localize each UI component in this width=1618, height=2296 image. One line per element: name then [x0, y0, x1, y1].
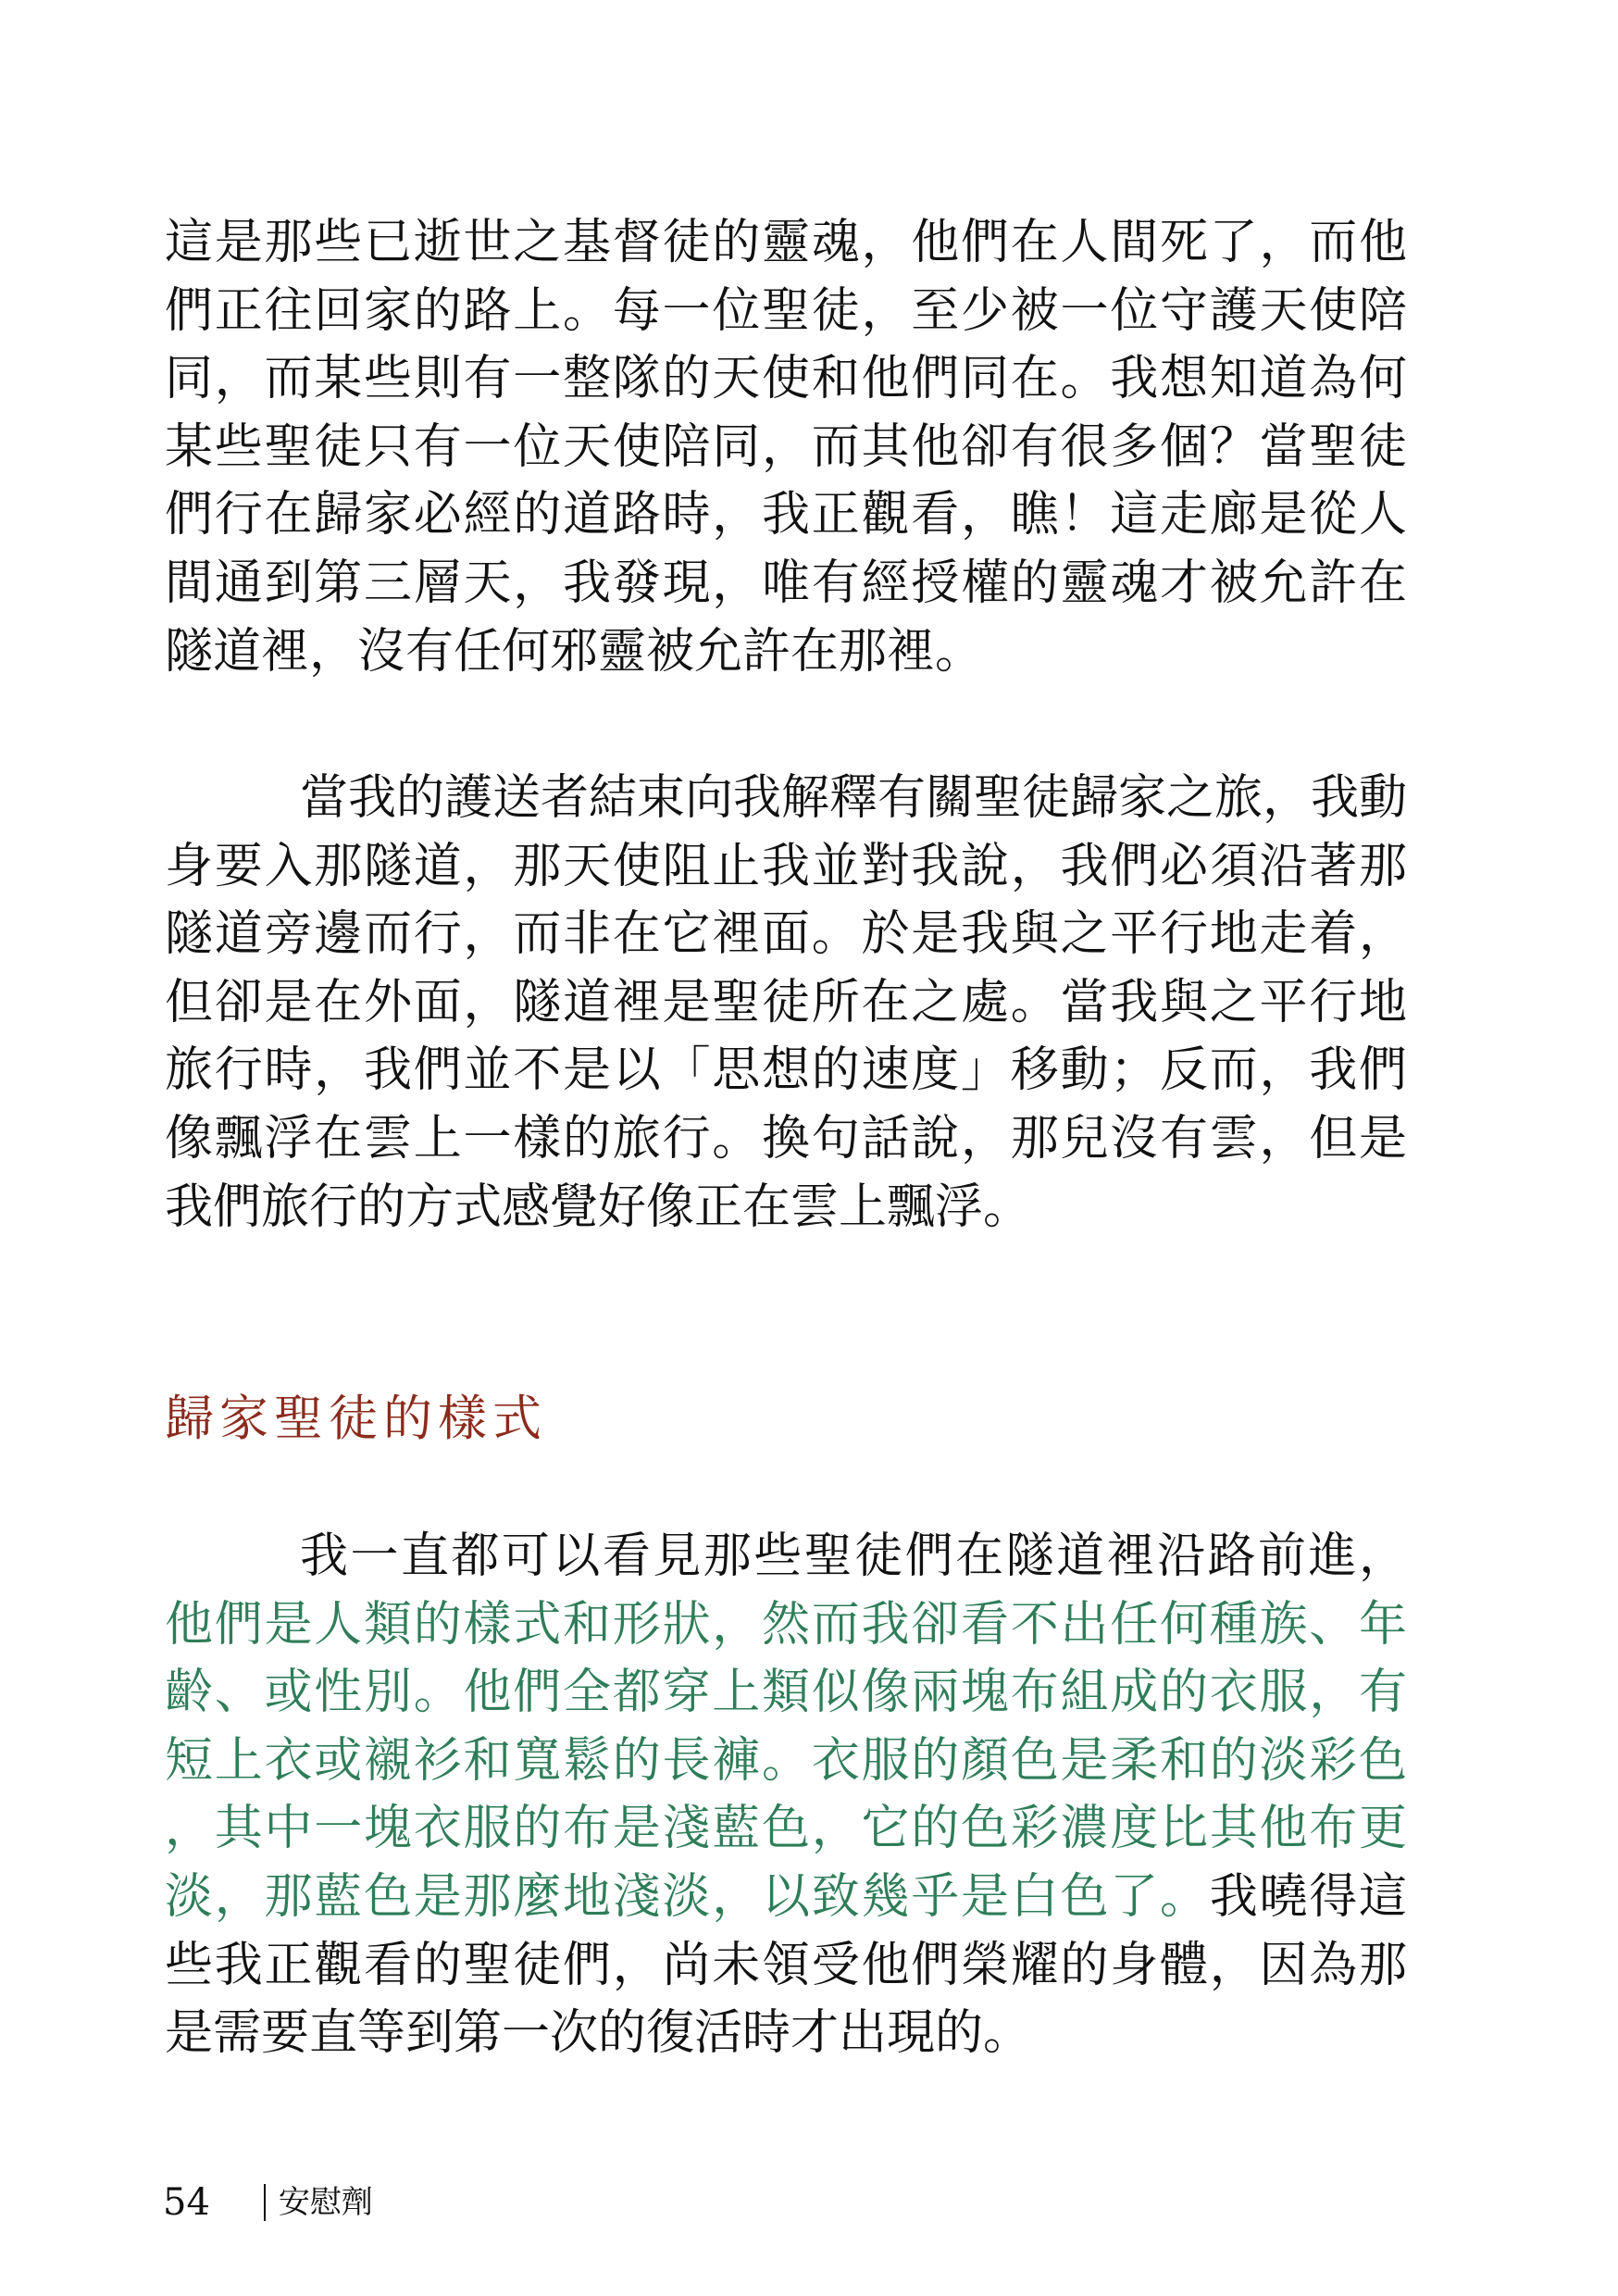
page-footer [163, 2176, 373, 2229]
paragraph-3-highlight: 他們是人類的樣式和形狀，然而我卻看不出任何種族、年齡、或性別。他們全都穿上類似像兩塊布組成的衣服，有短上衣或襯衫和寬鬆的長褲。衣服的顏色是柔和的淡彩色，其中一塊衣服的布是淺藍色，它的色彩濃度比其他布更淡，那藍色是那麼地淺淡，以致幾乎是白色了。 [165, 1596, 1407, 1925]
paragraph-3 [165, 1523, 1407, 2068]
running-title: 安慰劑 [278, 2184, 373, 2221]
footer-divider [264, 2184, 266, 2221]
paragraph-2: 當我的護送者結束向我解釋有關聖徒歸家之旅，我動身要入那隧道，那天使阻止我並對我說，我們必須沿著那隧道旁邊而行，而非在它裡面。於是我與之平行地走着，但卻是在外面，隧道裡是聖徒所在之處。當我與之平行地旅行時，我們並不是以「思想的速度」移動；反而，我們像飄浮在雲上一樣的旅行。換句話說，那兒沒有雲，但是我們旅行的方式感覺好像正在雲上飄浮。 [165, 770, 1408, 1235]
paragraph-3-intro: 我一直都可以看見那些聖徒們在隧道裡沿路前進， [300, 1529, 1407, 1584]
section-heading: 歸家聖徒的樣式 [165, 1391, 547, 1447]
paragraph-1: 這是那些已逝世之基督徒的靈魂，他們在人間死了，而他們正往回家的路上。每一位聖徒，至少被一位守護天使陪同，而某些則有一整隊的天使和他們同在。我想知道為何某些聖徒只有一位天使陪同，而其他卻有很多個？當聖徒們行在歸家必經的道路時，我正觀看，瞧！這走廊是從人間通到第三層天，我發現，唯有經授權的靈魂才被允許在隧道裡，沒有任何邪靈被允許在那裡。 [165, 215, 1407, 680]
page-number: 54 [163, 2181, 210, 2224]
paragraph-3-conclusion: 我曉得這些我正觀看的聖徒們，尚未領受他們榮耀的身體，因為那是需要直等到第一次的復活時才出現的。 [165, 1868, 1407, 2062]
